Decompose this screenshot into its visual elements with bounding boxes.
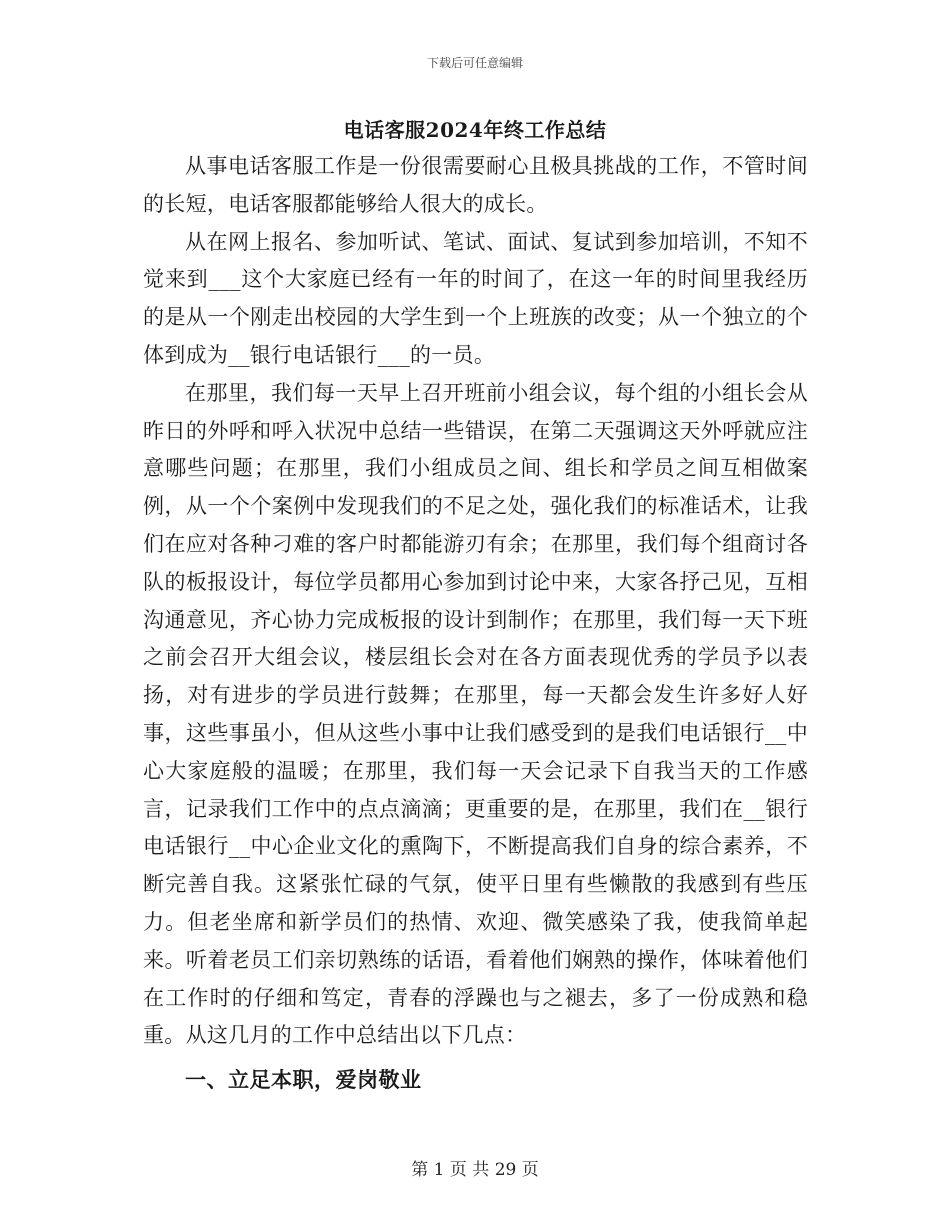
paragraph-experience: 从在网上报名、参加听试、笔试、面试、复试到参加培训，不知不觉来到___这个大家庭已经有一年的时间了，在这一年的时间里我经历的是从一个刚走出校园的大学生到一个上班族的改变；从一个独立的个体到成为__银行电话银行___的一员。 bbox=[143, 229, 808, 367]
document-body bbox=[143, 148, 808, 1099]
page-number-footer: 第 1 页 共 29 页 bbox=[411, 1160, 539, 1180]
paragraph-daily-work: 在那里，我们每一天早上召开班前小组会议，每个组的小组长会从昨日的外呼和呼入状况中总结一些错误，在第二天强调这天外呼就应注意哪些问题；在那里，我们小组成员之间、组长和学员之间互相做案例，从一个个案例中发现我们的不足之处，强化我们的标准话术，让我们在应对各种刁难的客户时都能游刃有余；在那里，我们每个组商讨各队的板报设计，每位学员都用心参加到讨论中来，大家各抒己见，互相沟通意见，齐心协力完成板报的设计到制作；在那里，我们每一天下班之前会召开大组会议，楼层组长会对在各方面表现优秀的学员予以表扬，对有进步的学员进行鼓舞；在那里，每一天都会发生许多好人好事，这些事虽小，但从这些小事中让我们感受到的是我们电话银行__中心大家庭般的温暖；在那里，我们每一天会记录下自我当天的工作感言，记录我们工作中的点点滴滴；更重要的是，在那里，我们在__银行电话银行__中心企业文化的熏陶下，不断提高我们自身的综合素养，不断完善自我。这紧张忙碌的气氛，使平日里有些懒散的我感到有些压力。但老坐席和新学员们的热情、欢迎、微笑感染了我，使我简单起来。听着老员工们亲切熟练的话语，看着他们娴熟的操作，体味着他们在工作时的仔细和笃定，青春的浮躁也与之褪去，多了一份成熟和稳重。从这几月的工作中总结出以下几点： bbox=[143, 380, 808, 1048]
section-heading: 一、立足本职，爱岗敬业 bbox=[185, 1067, 422, 1093]
page-header-note: 下载后可任意编辑 bbox=[426, 56, 523, 70]
paragraph-intro: 从事电话客服工作是一份很需要耐心且极具挑战的工作，不管时间的长短，电话客服都能够给人很大的成长。 bbox=[143, 154, 808, 216]
document-title: 电话客服2024年终工作总结 bbox=[343, 118, 607, 142]
